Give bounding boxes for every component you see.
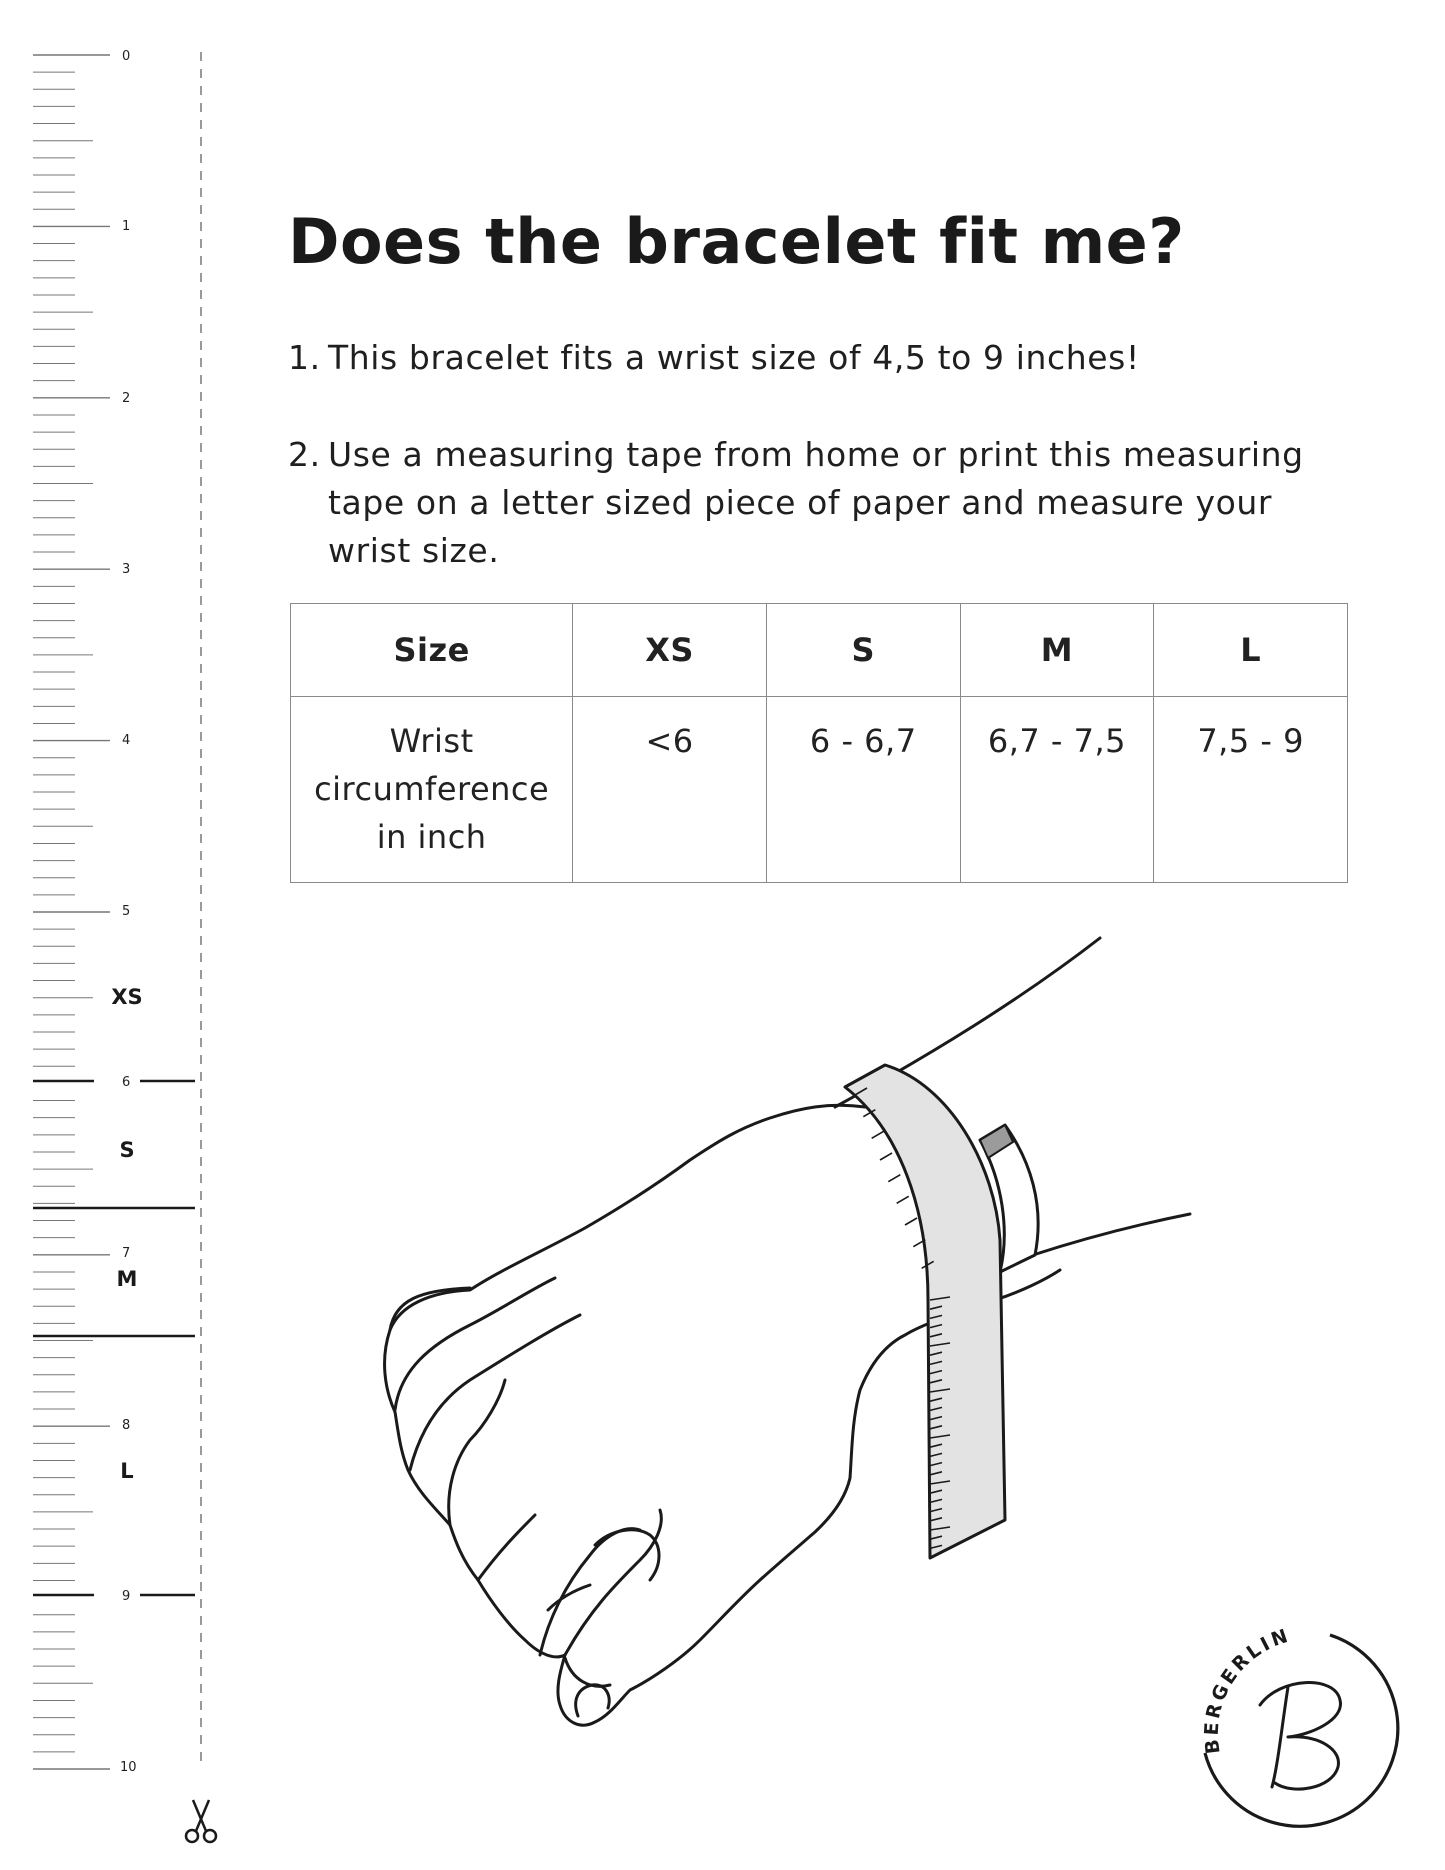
- ruler-number-5: 5: [122, 904, 131, 919]
- logo-wordmark: BERGERLIN: [1200, 1624, 1294, 1756]
- ruler-number-0: 0: [122, 49, 131, 64]
- thumbnail: [576, 1685, 609, 1716]
- instruction-2-line-3: wrist size.: [328, 531, 500, 570]
- row-label-line-1: Wrist: [389, 722, 474, 760]
- tape-tick: [905, 1218, 917, 1225]
- value-xs: <6: [573, 697, 767, 883]
- ruler-number-8: 8: [122, 1418, 131, 1433]
- ruler-number-6: 6: [122, 1075, 131, 1090]
- header-m: M: [960, 604, 1154, 697]
- finger-gap: [548, 1585, 590, 1610]
- table-row: [291, 697, 1348, 883]
- tape-tick: [872, 1131, 884, 1138]
- ruler-number-9: 9: [122, 1589, 131, 1604]
- instruction-1: [288, 334, 1140, 382]
- logo-script-b: [1260, 1683, 1340, 1790]
- bergerlin-logo: [1180, 1605, 1420, 1845]
- value-m: 6,7 - 7,5: [960, 697, 1154, 883]
- page-title: Does the bracelet fit me?: [288, 205, 1185, 278]
- tape-tick: [880, 1153, 892, 1160]
- index-finger: [540, 1529, 640, 1655]
- instruction-2: [288, 431, 1348, 575]
- hand-measuring-illustration: [360, 930, 1200, 1800]
- instruction-1-text: This bracelet fits a wrist size of 4,5 to 9 inches!: [328, 338, 1140, 377]
- palm-fold: [478, 1515, 535, 1580]
- instruction-2-number: 2.: [288, 435, 321, 474]
- ruler-number-1: 1: [122, 219, 131, 234]
- row-label-line-2: circumference: [314, 770, 550, 808]
- ruler-number-10: 10: [120, 1760, 137, 1775]
- instruction-1-number: 1.: [288, 338, 321, 377]
- forearm-bottom-outline: [1033, 1214, 1190, 1255]
- ruler-ticks: [33, 55, 110, 1769]
- tape-tick: [897, 1196, 909, 1203]
- thumb-crease: [565, 1658, 610, 1686]
- row-label-wrist-circumference: [291, 697, 573, 883]
- ruler-number-2: 2: [122, 391, 131, 406]
- ruler-size-label-m: M: [116, 1267, 138, 1291]
- ruler-size-label-l: L: [120, 1459, 134, 1483]
- ruler-size-label-xs: XS: [111, 985, 143, 1009]
- header-l: L: [1154, 604, 1348, 697]
- instruction-2-line-2: tape on a letter sized piece of paper and measure your: [328, 483, 1273, 522]
- finger-4-line: [449, 1380, 505, 1525]
- ruler-size-label-s: S: [119, 1138, 135, 1162]
- header-size: Size: [291, 604, 573, 697]
- row-label-line-3: in inch: [376, 818, 487, 856]
- scissors-icon: [186, 1800, 216, 1842]
- value-l: 7,5 - 9: [1154, 697, 1348, 883]
- ruler-number-7: 7: [122, 1246, 131, 1261]
- ruler-number-3: 3: [122, 562, 131, 577]
- size-table-header-row: [291, 604, 1348, 697]
- ruler-number-4: 4: [122, 733, 131, 748]
- tape-tick: [888, 1175, 900, 1182]
- size-table: [290, 603, 1348, 883]
- finger-1: [390, 1288, 470, 1330]
- header-xs: XS: [573, 604, 767, 697]
- measuring-ruler: [0, 0, 220, 1870]
- finger-3-line: [410, 1315, 580, 1470]
- instruction-2-line-1: Use a measuring tape from home or print this measuring: [328, 435, 1304, 474]
- value-s: 6 - 6,7: [766, 697, 960, 883]
- header-s: S: [766, 604, 960, 697]
